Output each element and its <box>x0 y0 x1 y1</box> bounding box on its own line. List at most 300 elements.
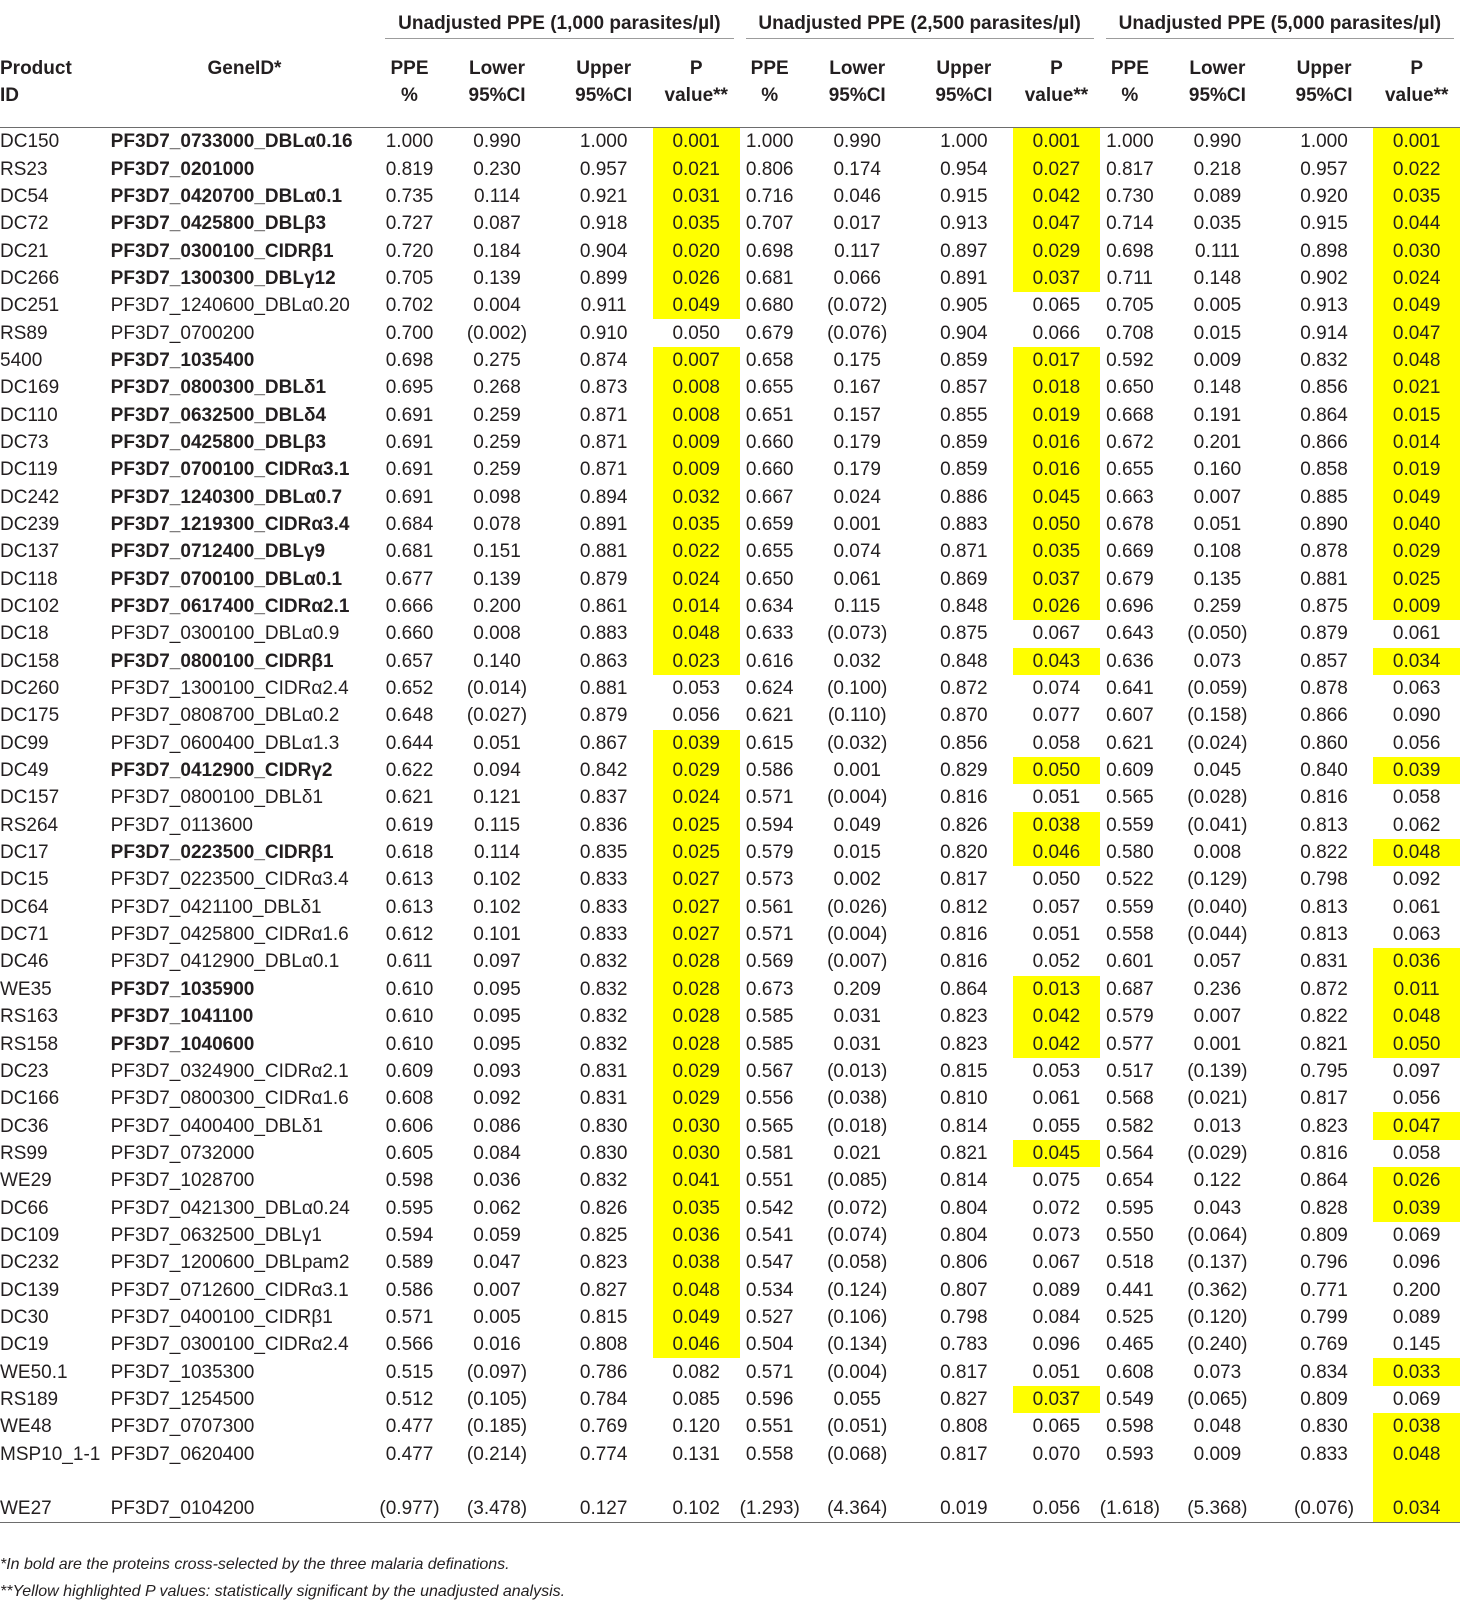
p-value-cell: 0.001 <box>1013 128 1100 156</box>
upper-ci-cell: 0.795 <box>1300 1060 1348 1082</box>
product-id-cell: DC71 <box>0 924 49 946</box>
p-value-cell: 0.042 <box>1013 1003 1100 1030</box>
upper-ci-cell: 0.879 <box>579 705 628 727</box>
p-value-cell: 0.041 <box>653 1167 740 1194</box>
upper-ci-cell: 0.878 <box>1300 678 1348 700</box>
lower-ci-cell: 0.049 <box>833 814 881 836</box>
lower-ci-cell: 0.084 <box>473 1142 521 1164</box>
product-id-cell: WE35 <box>0 978 52 1000</box>
lower-ci-cell: 0.001 <box>1193 1033 1242 1055</box>
gene-id-cell: PF3D7_0732000 <box>110 1142 255 1164</box>
upper-ci-cell: 0.913 <box>1300 295 1348 317</box>
lower-ci-cell: 0.061 <box>833 568 881 590</box>
lower-ci-cell: (0.129) <box>1187 869 1248 891</box>
product-id-cell: DC110 <box>0 404 58 426</box>
upper-ci-cell: 0.816 <box>1300 1142 1348 1164</box>
lower-ci-cell: (0.158) <box>1187 705 1248 727</box>
product-id-cell: DC66 <box>0 1197 49 1219</box>
ppe-cell: 0.691 <box>385 459 434 481</box>
lower-ci-cell: 0.046 <box>833 185 881 207</box>
ppe-cell: 0.705 <box>1106 295 1154 317</box>
ppe-cell: 0.655 <box>1106 459 1154 481</box>
gene-id-cell: PF3D7_1035300 <box>110 1361 255 1383</box>
upper-ci-cell: 0.881 <box>1300 568 1348 590</box>
p-value-cell: 0.045 <box>1013 1140 1100 1167</box>
gene-id-cell: PF3D7_0300100_CIDRα2.4 <box>110 1334 349 1356</box>
p-value-cell: 0.061 <box>1392 623 1441 645</box>
upper-ci-cell: 1.000 <box>940 131 988 153</box>
ppe-cell: 0.698 <box>385 349 434 371</box>
p-value-cell: 0.089 <box>1392 1306 1441 1328</box>
lower-ci-cell: (0.072) <box>827 1197 888 1219</box>
lower-ci-cell: 0.179 <box>833 459 881 481</box>
gene-id-cell: PF3D7_0700100_CIDRα3.1 <box>110 459 350 481</box>
product-id-cell: DC139 <box>0 1279 60 1301</box>
product-id-cell: DC150 <box>0 131 60 153</box>
table-row <box>0 292 1460 319</box>
p-value-cell: 0.102 <box>653 1495 740 1523</box>
p-value-cell: 0.038 <box>1373 1413 1460 1440</box>
table-row <box>0 319 1460 346</box>
upper-ci-cell: 0.871 <box>579 459 628 481</box>
gene-id-cell: PF3D7_0707300 <box>110 1416 255 1438</box>
p-value-cell: 0.058 <box>1392 787 1441 809</box>
lower-ci-cell: 0.007 <box>1193 1006 1242 1028</box>
lower-ci-cell: (0.072) <box>827 295 888 317</box>
p-value-cell: 0.036 <box>1373 948 1460 975</box>
upper-ci-cell: 0.873 <box>579 377 628 399</box>
upper-ci-cell: 1.000 <box>1300 131 1348 153</box>
gene-id-cell: PF3D7_1035900 <box>110 978 255 1000</box>
p-value-cell: 0.047 <box>1013 210 1100 237</box>
ppe-cell: 0.595 <box>1106 1197 1154 1219</box>
ppe-cell: 0.477 <box>385 1416 434 1438</box>
ppe-cell: 0.643 <box>1106 623 1154 645</box>
column-header-p-value: P value** <box>1013 48 1100 128</box>
p-value-cell: 0.048 <box>1373 839 1460 866</box>
ppe-cell: 0.660 <box>745 459 794 481</box>
p-value-cell: 0.018 <box>1013 374 1100 401</box>
p-value-cell: 0.131 <box>672 1443 720 1465</box>
ppe-cell: 0.612 <box>385 924 434 946</box>
upper-ci-cell: 0.879 <box>1300 623 1348 645</box>
ppe-cell: 0.558 <box>1106 924 1154 946</box>
ppe-cell: 0.652 <box>385 678 434 700</box>
ppe-cell: 0.654 <box>1106 1170 1154 1192</box>
column-header-row <box>0 48 1460 128</box>
lower-ci-cell: 0.043 <box>1193 1197 1242 1219</box>
lower-ci-cell: 0.121 <box>473 787 521 809</box>
p-value-cell: 0.069 <box>1392 1388 1441 1410</box>
table-row <box>0 401 1460 428</box>
upper-ci-cell: 0.918 <box>579 213 628 235</box>
upper-ci-cell: 0.864 <box>1300 1170 1348 1192</box>
lower-ci-cell: 0.990 <box>833 131 881 153</box>
lower-ci-cell: (0.139) <box>1187 1060 1248 1082</box>
lower-ci-cell: 0.259 <box>473 404 521 426</box>
lower-ci-cell: 0.115 <box>834 596 881 618</box>
upper-ci-cell: 0.816 <box>940 951 988 973</box>
p-value-cell: 0.028 <box>653 1030 740 1057</box>
ppe-cell: 0.565 <box>745 1115 794 1137</box>
ppe-cell: 0.550 <box>1106 1224 1154 1246</box>
ppe-cell: 0.650 <box>1106 377 1154 399</box>
lower-ci-cell: 0.047 <box>473 1252 521 1274</box>
lower-ci-cell: (0.059) <box>1187 678 1248 700</box>
column-header-lower-ci: Lower 95%CI <box>800 48 915 128</box>
product-id-cell: RS89 <box>0 322 48 344</box>
gene-id-cell: PF3D7_0425800_DBLβ3 <box>110 431 327 453</box>
upper-ci-cell: 0.878 <box>1300 541 1348 563</box>
group-underline <box>385 38 733 39</box>
ppe-cell: 0.465 <box>1106 1334 1154 1356</box>
product-id-cell: RS264 <box>0 814 59 836</box>
footnote-highlight: **Yellow highlighted P values: statistically significant by the unadjusted analysis. <box>0 1583 566 1600</box>
ppe-cell: 0.582 <box>1106 1115 1154 1137</box>
product-id-cell: DC15 <box>0 869 49 891</box>
group-header-2500 <box>740 4 1100 48</box>
lower-ci-cell: (0.058) <box>827 1252 888 1274</box>
lower-ci-cell: 0.140 <box>473 650 521 672</box>
p-value-cell: 0.047 <box>1373 1112 1460 1139</box>
p-value-cell: 0.048 <box>653 620 740 647</box>
upper-ci-cell: 0.815 <box>579 1306 628 1328</box>
ppe-cell: 0.586 <box>745 760 794 782</box>
table-row <box>0 1495 1460 1523</box>
lower-ci-cell: 0.259 <box>473 459 521 481</box>
table-row <box>0 566 1460 593</box>
p-value-cell: 0.049 <box>1373 292 1460 319</box>
product-id-cell: WE29 <box>0 1170 52 1192</box>
p-value-cell: 0.063 <box>1392 678 1441 700</box>
lower-ci-cell: 0.167 <box>833 377 881 399</box>
upper-ci-cell: (0.076) <box>1275 1495 1374 1523</box>
product-id-cell: WE48 <box>0 1416 52 1438</box>
product-id-cell: DC17 <box>0 842 49 864</box>
ppe-cell: 0.657 <box>385 650 434 672</box>
product-id-cell: 5400 <box>0 349 43 371</box>
gene-id-cell: PF3D7_0412900_CIDRγ2 <box>110 760 333 782</box>
upper-ci-cell: 0.829 <box>940 760 988 782</box>
gene-id-cell: PF3D7_0113600 <box>110 814 253 836</box>
gene-id-cell: PF3D7_1041100 <box>110 1006 254 1028</box>
p-value-cell: 0.014 <box>1373 429 1460 456</box>
upper-ci-cell: 0.804 <box>940 1224 988 1246</box>
p-value-cell: 0.038 <box>653 1249 740 1276</box>
p-value-cell: 0.063 <box>1392 924 1441 946</box>
ppe-cell: 0.565 <box>1106 787 1154 809</box>
upper-ci-cell: 0.817 <box>940 869 988 891</box>
upper-ci-cell: 0.821 <box>1300 1033 1348 1055</box>
gene-id-cell: PF3D7_0700200 <box>110 322 255 344</box>
p-value-cell: 0.032 <box>653 483 740 510</box>
p-value-cell: 0.034 <box>1373 1495 1460 1523</box>
upper-ci-cell: 0.808 <box>579 1334 628 1356</box>
lower-ci-cell: (4.364) <box>800 1495 915 1523</box>
p-value-cell: 0.084 <box>1032 1306 1081 1328</box>
ppe-cell: 0.621 <box>745 705 794 727</box>
lower-ci-cell: (0.021) <box>1187 1088 1248 1110</box>
lower-ci-cell: (0.106) <box>827 1306 888 1328</box>
ppe-cell: 0.534 <box>745 1279 794 1301</box>
upper-ci-cell: 0.127 <box>554 1495 653 1523</box>
group-underline <box>746 38 1094 39</box>
upper-ci-cell: 0.891 <box>579 513 628 535</box>
ppe-cell: 0.547 <box>745 1252 794 1274</box>
product-id-cell: DC36 <box>0 1115 49 1137</box>
lower-ci-cell: 0.035 <box>1193 213 1242 235</box>
ppe-cell: 0.621 <box>385 787 434 809</box>
lower-ci-cell: 0.001 <box>833 513 881 535</box>
ppe-cell: 0.585 <box>745 1033 794 1055</box>
p-value-cell: 0.055 <box>1032 1115 1081 1137</box>
product-id-cell: DC175 <box>0 705 60 727</box>
p-value-cell: 0.033 <box>1373 1358 1460 1385</box>
lower-ci-cell: (0.018) <box>827 1115 888 1137</box>
p-value-cell: 0.053 <box>1032 1060 1081 1082</box>
upper-ci-cell: 0.866 <box>1300 431 1348 453</box>
ppe-cell: 0.705 <box>385 267 434 289</box>
product-id-cell: DC21 <box>0 240 49 262</box>
lower-ci-cell: 0.066 <box>833 267 881 289</box>
table-row <box>0 1112 1460 1139</box>
table-row <box>0 483 1460 510</box>
lower-ci-cell: 0.089 <box>1193 185 1242 207</box>
upper-ci-cell: 0.840 <box>1300 760 1348 782</box>
ppe-cell: 0.684 <box>385 513 434 535</box>
ppe-cell: 0.564 <box>1106 1142 1154 1164</box>
lower-ci-cell: 0.148 <box>1193 377 1242 399</box>
lower-ci-cell: 0.098 <box>473 486 521 508</box>
ppe-cell: 0.551 <box>745 1170 794 1192</box>
upper-ci-cell: 0.832 <box>1300 349 1348 371</box>
upper-ci-cell: 0.828 <box>1300 1197 1348 1219</box>
product-id-cell: DC251 <box>0 295 60 317</box>
upper-ci-cell: 0.769 <box>579 1416 628 1438</box>
gene-id-cell: PF3D7_0620400 <box>110 1443 255 1465</box>
ppe-cell: 1.000 <box>385 131 434 153</box>
ppe-cell: 0.659 <box>745 513 794 535</box>
upper-ci-cell: 0.823 <box>940 1006 988 1028</box>
gene-id-cell: PF3D7_1240600_DBLα0.20 <box>110 295 350 317</box>
ppe-cell: 0.663 <box>1106 486 1154 508</box>
upper-ci-cell: 0.809 <box>1300 1224 1348 1246</box>
table-row <box>0 675 1460 702</box>
upper-ci-cell: 0.848 <box>940 596 988 618</box>
upper-ci-cell: 0.920 <box>1300 185 1348 207</box>
p-value-cell: 0.035 <box>1373 183 1460 210</box>
upper-ci-cell: 0.831 <box>579 1088 628 1110</box>
upper-ci-cell: 0.823 <box>1300 1115 1348 1137</box>
group-header-label: Unadjusted PPE (5,000 parasites/µl) <box>1118 13 1442 34</box>
ppe-cell: 0.677 <box>385 568 434 590</box>
table-row <box>0 1222 1460 1249</box>
upper-ci-cell: 0.817 <box>1300 1088 1348 1110</box>
upper-ci-cell: 0.905 <box>940 295 988 317</box>
upper-ci-cell: 0.881 <box>579 541 628 563</box>
ppe-cell: 0.559 <box>1106 896 1154 918</box>
upper-ci-cell: 0.859 <box>940 431 988 453</box>
ppe-cell: 0.678 <box>1106 513 1154 535</box>
ppe-cell: 0.541 <box>745 1224 794 1246</box>
lower-ci-cell: 0.059 <box>473 1224 521 1246</box>
lower-ci-cell: 0.139 <box>473 267 521 289</box>
p-value-cell: 0.056 <box>1013 1495 1100 1523</box>
upper-ci-cell: 0.904 <box>579 240 628 262</box>
upper-ci-cell: 0.822 <box>1300 1006 1348 1028</box>
p-value-cell: 0.097 <box>1392 1060 1441 1082</box>
lower-ci-cell: 0.057 <box>1193 951 1242 973</box>
upper-ci-cell: 0.859 <box>940 459 988 481</box>
lower-ci-cell: (0.065) <box>1187 1388 1248 1410</box>
product-id-cell: DC23 <box>0 1060 49 1082</box>
upper-ci-cell: 0.836 <box>579 814 628 836</box>
table-row <box>0 183 1460 210</box>
upper-ci-cell: 0.894 <box>579 486 628 508</box>
product-id-cell: RS23 <box>0 158 48 180</box>
ppe-cell: 0.568 <box>1106 1088 1154 1110</box>
lower-ci-cell: (0.027) <box>466 705 528 727</box>
product-id-cell: RS189 <box>0 1388 59 1410</box>
upper-ci-cell: 0.857 <box>1300 650 1348 672</box>
lower-ci-cell: 0.045 <box>1193 760 1242 782</box>
upper-ci-cell: 0.798 <box>940 1306 988 1328</box>
upper-ci-cell: 0.813 <box>1300 896 1348 918</box>
lower-ci-cell: 0.102 <box>473 896 521 918</box>
upper-ci-cell: 0.911 <box>580 295 627 317</box>
p-value-cell: 0.030 <box>653 1112 740 1139</box>
ppe-cell: 0.601 <box>1106 951 1154 973</box>
p-value-cell: 0.075 <box>1032 1170 1081 1192</box>
gene-id-cell: PF3D7_0104200 <box>110 1495 380 1523</box>
upper-ci-cell: 0.821 <box>940 1142 988 1164</box>
upper-ci-cell: 0.848 <box>940 650 988 672</box>
p-value-cell: 0.011 <box>1373 976 1460 1003</box>
product-id-cell: RS158 <box>0 1033 59 1055</box>
p-value-cell: 0.049 <box>653 292 740 319</box>
p-value-cell: 0.020 <box>653 237 740 264</box>
gene-id-cell: PF3D7_0300100_CIDRβ1 <box>110 240 334 262</box>
p-value-cell: 0.022 <box>653 538 740 565</box>
p-value-cell: 0.045 <box>1013 483 1100 510</box>
lower-ci-cell: (0.074) <box>827 1224 888 1246</box>
p-value-cell: 0.016 <box>1013 456 1100 483</box>
ppe-cell: 0.571 <box>745 1361 794 1383</box>
upper-ci-cell: 0.832 <box>579 1033 628 1055</box>
upper-ci-cell: 0.833 <box>579 869 628 891</box>
table-body <box>0 128 1460 1523</box>
ppe-cell: 1.000 <box>745 131 794 153</box>
lower-ci-cell: 0.008 <box>1193 842 1242 864</box>
upper-ci-cell: 0.832 <box>579 978 628 1000</box>
ppe-cell: 0.527 <box>745 1306 794 1328</box>
p-value-cell: 0.031 <box>653 183 740 210</box>
p-value-cell: 0.077 <box>1032 705 1081 727</box>
ppe-cell: 1.000 <box>1106 131 1154 153</box>
p-value-cell: 0.089 <box>1032 1279 1081 1301</box>
upper-ci-cell: 0.831 <box>579 1060 628 1082</box>
ppe-cell: 0.673 <box>745 978 794 1000</box>
p-value-cell: 0.013 <box>1013 976 1100 1003</box>
lower-ci-cell: (0.029) <box>1187 1142 1248 1164</box>
upper-ci-cell: 0.814 <box>940 1170 988 1192</box>
ppe-cell: 0.669 <box>1106 541 1154 563</box>
table-row <box>0 730 1460 757</box>
lower-ci-cell: 0.117 <box>834 240 881 262</box>
ppe-cell: 0.594 <box>385 1224 434 1246</box>
lower-ci-cell: 0.157 <box>833 404 881 426</box>
lower-ci-cell: (0.085) <box>827 1170 888 1192</box>
upper-ci-cell: 0.827 <box>940 1388 988 1410</box>
p-value-cell: 0.061 <box>1032 1088 1081 1110</box>
gene-id-cell: PF3D7_0223500_CIDRα3.4 <box>110 869 349 891</box>
upper-ci-cell: 0.858 <box>1300 459 1348 481</box>
column-header-p-value: P value** <box>653 48 740 128</box>
p-value-cell: 0.074 <box>1032 678 1081 700</box>
lower-ci-cell: 0.209 <box>833 978 881 1000</box>
ppe-cell: 0.610 <box>385 1006 434 1028</box>
p-value-cell: 0.026 <box>1013 593 1100 620</box>
ppe-cell: 0.679 <box>1106 568 1154 590</box>
upper-ci-cell: 0.954 <box>940 158 988 180</box>
upper-ci-cell: 0.813 <box>1300 924 1348 946</box>
upper-ci-cell: 0.837 <box>579 787 628 809</box>
upper-ci-cell: 0.826 <box>940 814 988 836</box>
lower-ci-cell: 0.114 <box>473 185 521 207</box>
gene-id-cell: PF3D7_1240300_DBLα0.7 <box>110 486 343 508</box>
upper-ci-cell: 0.814 <box>940 1115 988 1137</box>
upper-ci-cell: 0.859 <box>940 349 988 371</box>
ppe-cell: 0.624 <box>745 678 794 700</box>
upper-ci-cell: 0.816 <box>940 924 988 946</box>
group-header-label: Unadjusted PPE (1,000 parasites/µl) <box>398 13 721 34</box>
gene-id-cell: PF3D7_0425800_CIDRα1.6 <box>110 924 349 946</box>
table-row <box>0 648 1460 675</box>
upper-ci-cell: 0.798 <box>1300 869 1348 891</box>
ppe-cell: 0.720 <box>385 240 434 262</box>
lower-ci-cell: 0.135 <box>1193 568 1242 590</box>
p-value-cell: 0.065 <box>1032 295 1081 317</box>
upper-ci-cell: 0.816 <box>940 787 988 809</box>
p-value-cell: 0.030 <box>653 1140 740 1167</box>
ppe-cell: 0.708 <box>1106 322 1154 344</box>
ppe-cell: 0.648 <box>385 705 434 727</box>
ppe-cell: 0.621 <box>1106 732 1154 754</box>
table-row <box>0 1358 1460 1385</box>
product-id-cell: DC166 <box>0 1088 60 1110</box>
upper-ci-cell: 0.019 <box>915 1495 1014 1523</box>
gene-id-cell: PF3D7_0800100_DBLδ1 <box>110 787 324 809</box>
upper-ci-cell: 0.808 <box>940 1416 988 1438</box>
lower-ci-cell: 0.275 <box>473 349 521 371</box>
table-row <box>0 155 1460 182</box>
gene-id-cell: PF3D7_0617400_CIDRα2.1 <box>110 596 350 618</box>
ppe-cell: 0.571 <box>745 787 794 809</box>
p-value-cell: 0.050 <box>1013 757 1100 784</box>
ppe-results-table <box>0 4 1460 1523</box>
ppe-cell: 0.595 <box>385 1197 434 1219</box>
gene-id-cell: PF3D7_1300100_CIDRα2.4 <box>110 678 349 700</box>
ppe-cell: 0.655 <box>745 541 794 563</box>
table-row <box>0 347 1460 374</box>
lower-ci-cell: 0.007 <box>473 1279 521 1301</box>
p-value-cell: 0.050 <box>672 322 720 344</box>
ppe-cell: 0.561 <box>745 896 794 918</box>
gene-id-cell: PF3D7_0800300_DBLδ1 <box>110 377 327 399</box>
p-value-cell: 0.046 <box>1013 839 1100 866</box>
ppe-cell: 0.651 <box>745 404 794 426</box>
p-value-cell: 0.009 <box>653 429 740 456</box>
